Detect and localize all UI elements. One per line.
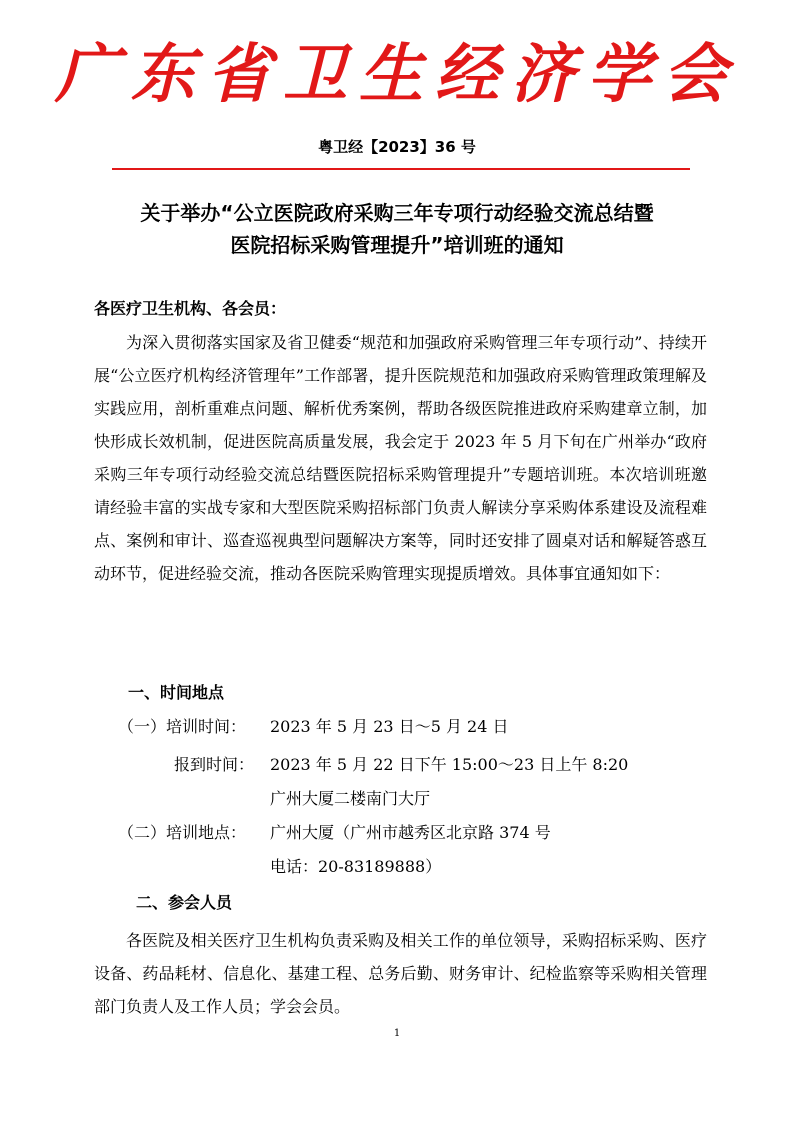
section-2-body: 各医院及相关医疗卫生机构负责采购及相关工作的单位领导，采购招标采购、医疗设备、药品耗材、信息化、基建工程、总务后勤、财务审计、纪检监察等采购相关管理部门负责人及工作人员；学会会员。 <box>94 931 707 1016</box>
venue-phone: 电话：20-83189888） <box>270 857 442 876</box>
venue-value: 广州大厦（广州市越秀区北京路 374 号 <box>270 823 551 842</box>
training-time-label: （一）培训时间： <box>118 717 247 736</box>
document-number: 粤卫经【2023】36 号 <box>318 138 476 156</box>
checkin-place: 广州大厦二楼南门大厅 <box>270 789 431 808</box>
intro-paragraph: 为深入贯彻落实国家及省卫健委“规范和加强政府采购管理三年专项行动”、持续开展“公立医疗机构经济管理年”工作部署，提升医院规范和加强政府采购管理政策理解及实践应用，剖析重难点问题、解析优秀案例，帮助各级医院推进政府采购建章立制，加快形成长效机制，促进医院高质量发展，我会定于 2023 年 5 月下旬在广州举办“政府采购三年专项行动经验交流总结暨医院招标采购管理提升”专题培训班。本次培训班邀请经验丰富的实战专家和大型医院采购招标部门负责人解读分享采购体系建设及流程难点、案例和审计、巡查巡视典型问题解决方案等，同时还安排了圆桌对话和解疑答惑互动环节，促进经验交流，推动各医院采购管理实现提质增效。具体事宜通知如下： <box>94 333 707 583</box>
salutation: 各医疗卫生机构、各会员： <box>94 299 287 318</box>
section-1-heading: 一、时间地点 <box>128 683 225 702</box>
training-time-value: 2023 年 5 月 23 日～5 月 24 日 <box>270 717 509 736</box>
title-line-1: 关于举办“公立医院政府采购三年专项行动经验交流总结暨 <box>140 201 654 225</box>
section-2-heading: 二、参会人员 <box>136 893 233 912</box>
checkin-time-label: 报到时间： <box>174 755 255 774</box>
org-masthead: 广东省卫生经济学会 <box>55 37 739 112</box>
venue-label: （二）培训地点： <box>118 823 247 842</box>
page-number: 1 <box>393 1028 401 1039</box>
title-line-2: 医院招标采购管理提升”培训班的通知 <box>230 233 564 257</box>
red-divider <box>112 168 690 170</box>
checkin-time-value: 2023 年 5 月 22 日下午 15:00～23 日上午 8:20 <box>270 755 629 774</box>
